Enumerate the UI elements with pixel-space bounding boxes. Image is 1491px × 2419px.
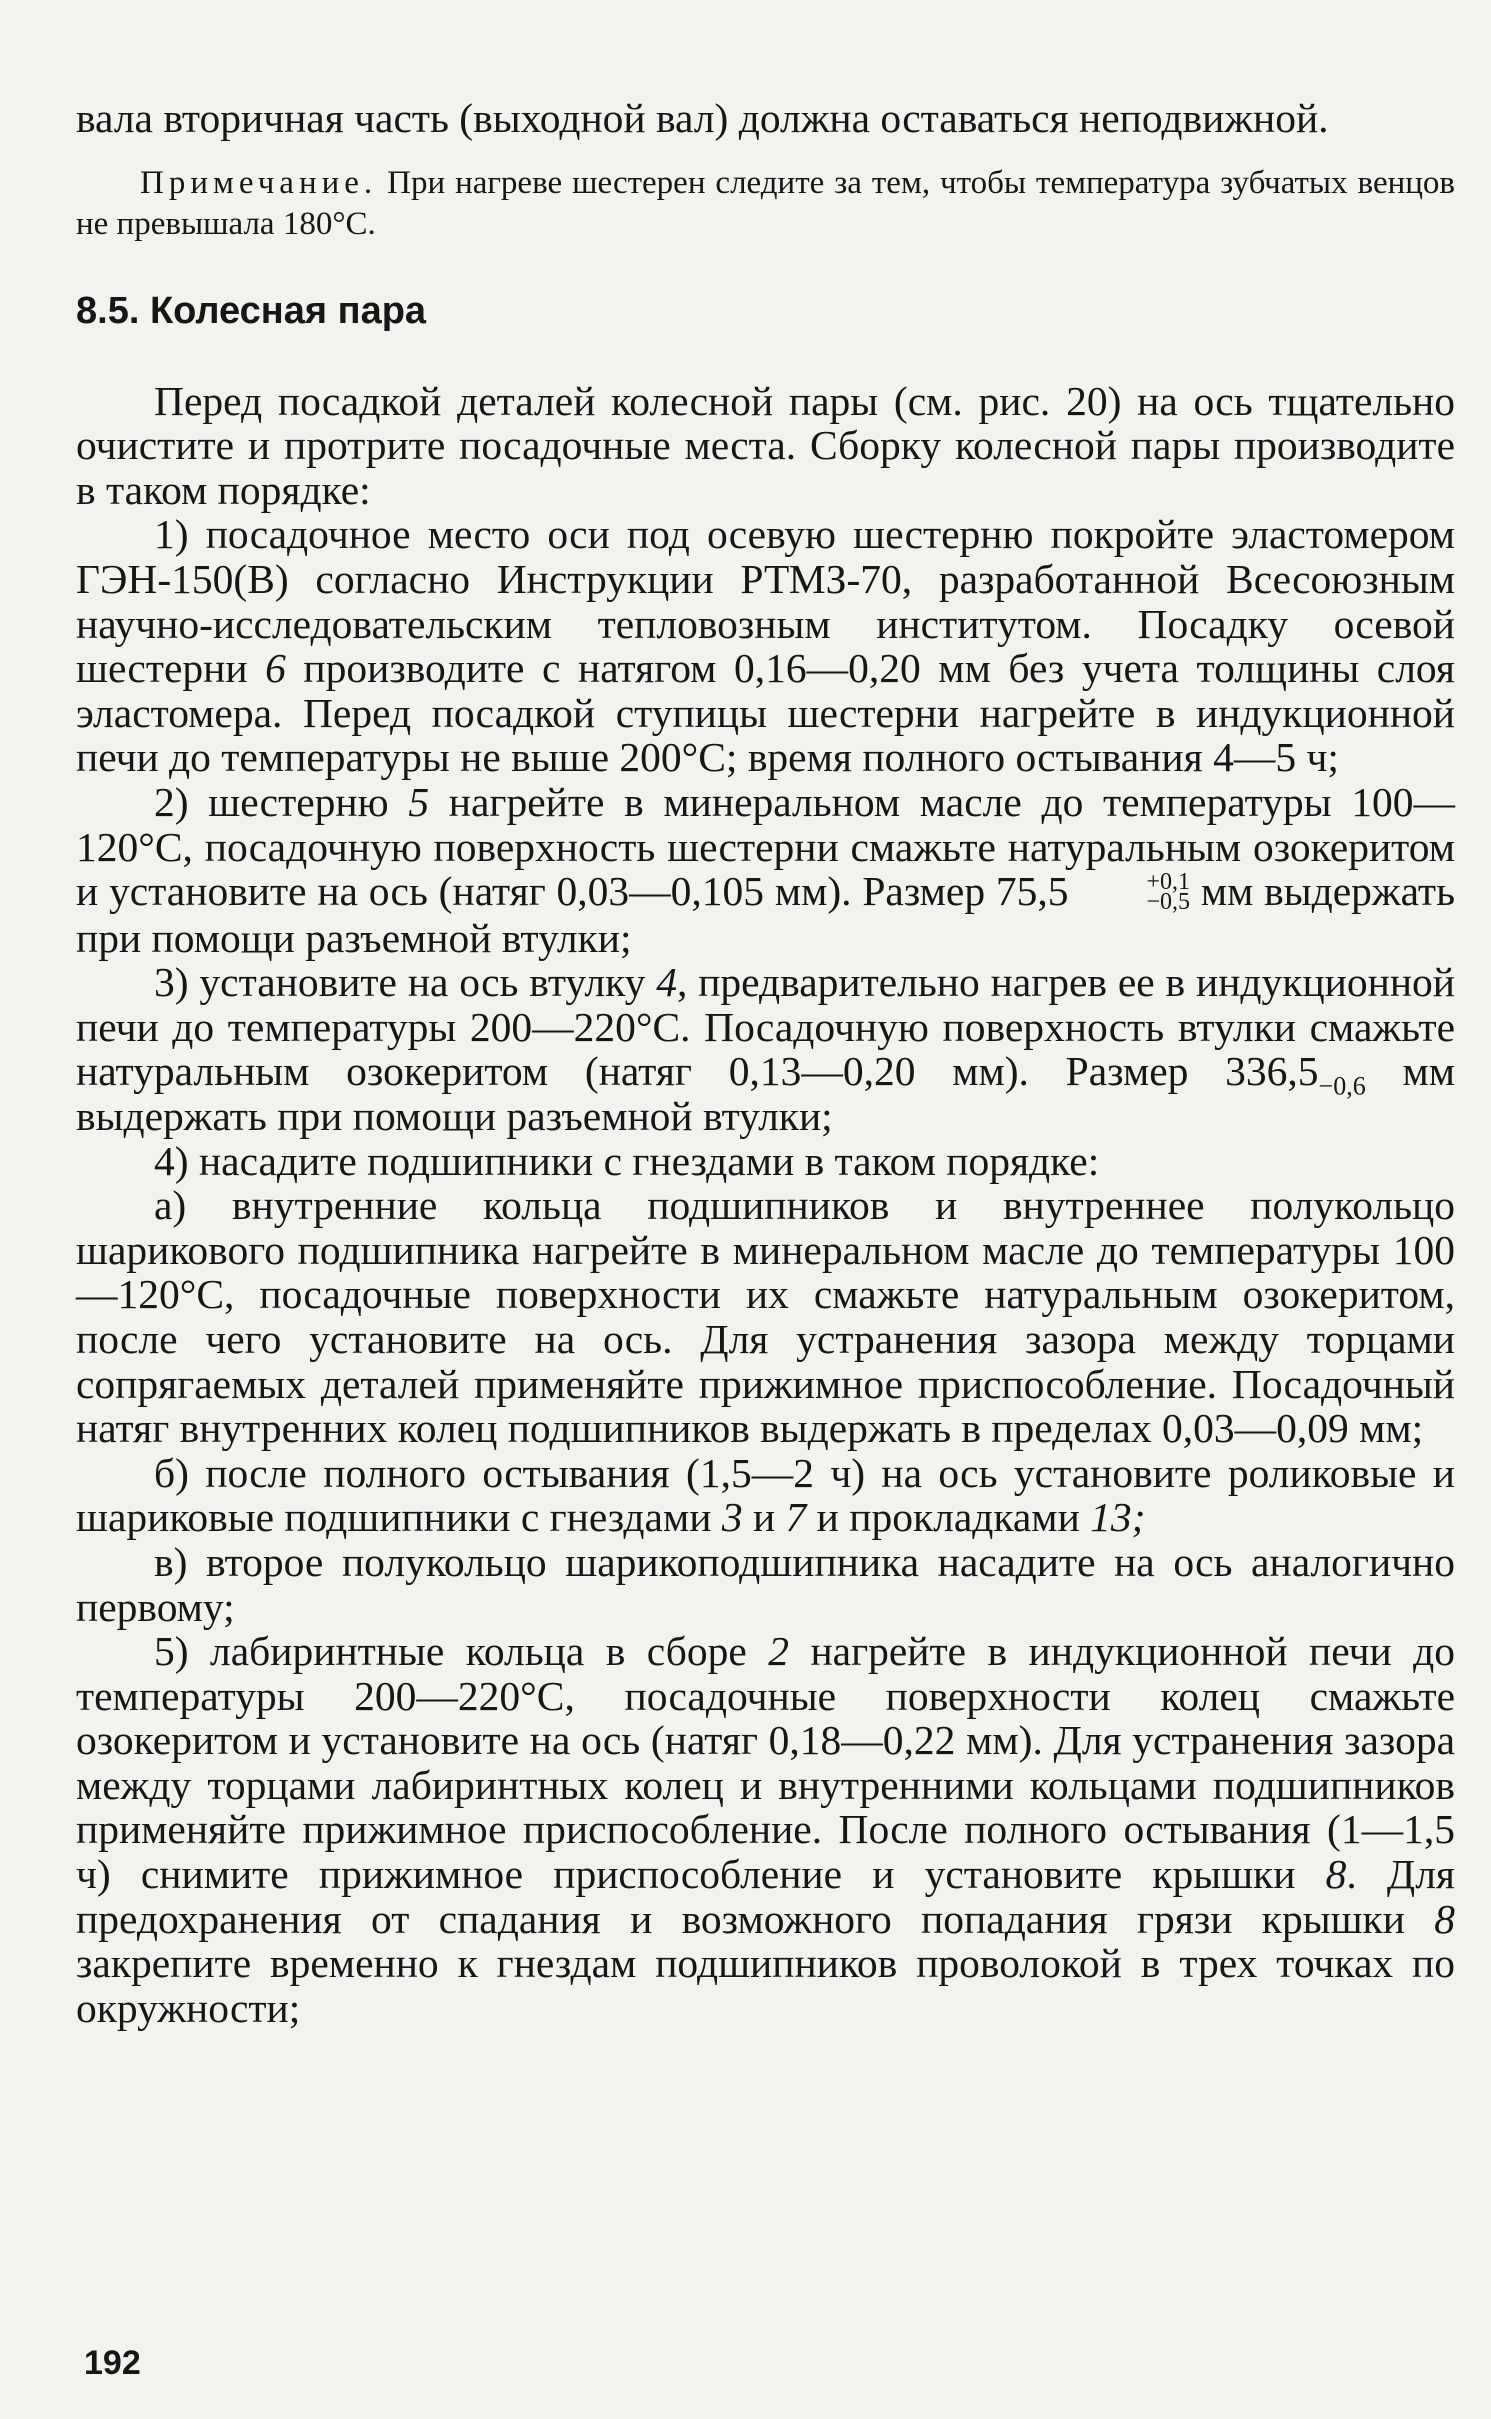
step-3: 3) установите на ось втулку 4, предварительно нагрев ее в индукционной печи до температуры 200—220°С. Посадочную поверхность втулки смажьте натуральным озокеритом (натяг 0,13—0,20 мм). Размер $336,5_{-0,6}$ мм выдержать при помощи разъемной втулки;: [76, 959, 1455, 1139]
note-label: Примечание.: [140, 164, 378, 201]
part-number: 4: [656, 959, 677, 1006]
intro-paragraph: вала вторичная часть (выходной вал) должна оставаться неподвижной.: [76, 95, 1329, 141]
tolerance: −0,6: [1318, 1071, 1366, 1101]
paragraph-intro-assembly: Перед посадкой деталей колесной пары (см. рис. 20) на ось тщательно очистите и протрите посадочные места. Сборку колесной пары производите в таком порядке:: [76, 377, 1455, 513]
step-4c: в) второе полукольцо шарикоподшипника насадите на ось аналогично первому;: [76, 1538, 1455, 1630]
section-title: 8.5. Колесная пара: [76, 289, 427, 332]
step-1: 1) посадочное место оси под осевую шестерню покройте эластомером ГЭН-150(В) согласно Инструкции РТМЗ-70, разработанной Всесоюзным научно-исследовательским тепловозным институтом. Посадку осевой шестерни 6 производите с натягом 0,16—0,20 мм без учета толщины слоя эластомера. Перед посадкой ступицы шестерни нагрейте в индукционной печи до температуры не выше 200°С; время полного остывания 4—5 ч;: [76, 511, 1455, 781]
step-5: 5) лабиринтные кольца в сборе 2 нагрейте в индукционной печи до температуры 200—220°С, посадочные поверхности колец смажьте озокеритом и установите на ось (натяг 0,18—0,22 мм). Для устранения зазора между торцами лабиринтных колец и внутренними кольцами подшипников применяйте прижимное приспособление. После полного остывания (1—1,5 ч) снимите прижимное приспособление и установите крышки 8. Для предохранения от спадания и возможного попадания грязи крышки 8 закрепите временно к гнездам подшипников проволокой в трех точках по окружности;: [76, 1628, 1456, 2031]
note-paragraph: [76, 163, 1455, 245]
page-number: 192: [84, 2344, 141, 2382]
part-number: 6: [265, 645, 286, 692]
step-4: 4) насадите подшипники с гнездами в таком порядке:: [154, 1137, 1100, 1184]
step-4b: б) после полного остывания (1,5—2 ч) на ось установите роликовые и шариковые подшипники с гнездами 3 и 7 и прокладками 13;: [76, 1449, 1455, 1541]
part-number: 5: [408, 778, 430, 825]
note-text: При нагреве шестерен следите за тем, чтобы температура зубчатых венцов не превышала 180°С.: [76, 164, 1455, 242]
tolerance: +0,1 −0,5: [1146, 868, 1191, 915]
step-2: 2) шестерню 5 нагрейте в минеральном масле до температуры 100—120°С, посадочную поверхность шестерни смажьте натуральным озокеритом и установите на ось (натяг 0,03—0,105 мм). Размер 75,5 +0,1 −0,5 мм выдержать при помощи разъемной втулки;: [76, 778, 1455, 961]
step-4a: а) внутренние кольца подшипников и внутреннее полукольцо шарикового подшипника нагрейте в минеральном масле до температуры 100—120°С, посадочные поверхности их смажьте натуральным озокеритом, после чего установите на ось. Для устранения зазора между торцами сопрягаемых деталей применяйте прижимное приспособление. Посадочный натяг внутренних колец подшипников выдержать в пределах 0,03—0,09 мм;: [76, 1182, 1455, 1452]
